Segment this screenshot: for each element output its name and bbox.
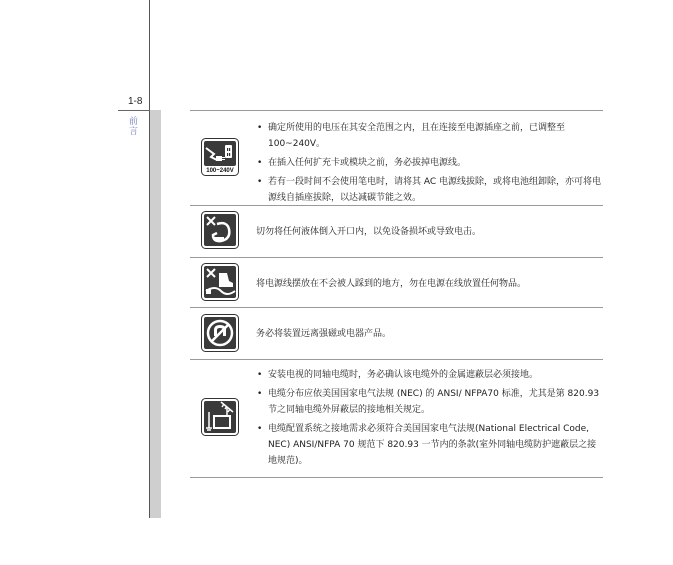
tv-antenna-ground-icon <box>201 398 239 436</box>
power-plug-voltage-icon <box>201 138 239 176</box>
page-number: 1-8 <box>128 96 143 107</box>
svg-text:100~240V: 100~240V <box>206 168 234 174</box>
table-rule <box>190 359 603 360</box>
no-step-on-cord-icon <box>201 263 239 301</box>
section-label: 前言 <box>129 117 139 137</box>
page-number-rule <box>118 110 150 111</box>
sidebar-strip <box>150 110 161 518</box>
row-text: 将电源线摆放在不会被人踩到的地方，勿在电源在线放置任何物品。 <box>256 279 527 289</box>
list-item: • 确定所使用的电压在其安全范围之内，且在连接至电源插座之前，已调整至 100~240V。 <box>256 120 601 152</box>
table-rule <box>190 307 603 308</box>
list-item: • 电缆分布应依美国国家电气法规 (NEC) 的 ANSI/ NFPA70 标准，尤其是第 820.93 节之同轴电缆外屏蔽层的接地相关规定。 <box>256 386 601 418</box>
table-rule <box>190 257 603 258</box>
no-liquid-icon <box>201 211 239 249</box>
list-item: • 若有一段时间不会使用笔电时，请将其 AC 电源线拔除，或将电池组卸除，亦可将电源线自插座拔除，以达减碳节能之效。 <box>256 174 601 206</box>
no-magnetic-icon <box>201 314 239 352</box>
list-item: • 安装电视的同轴电缆时，务必确认该电缆外的金属遮蔽层必须接地。 <box>256 367 601 383</box>
table-rule-top <box>190 110 603 111</box>
row-text: 切勿将任何液体倒入开口内，以免设备损坏或导致电击。 <box>256 227 482 237</box>
table-rule-bottom <box>190 477 603 478</box>
row-text: 务必将装置远离强磁或电器产品。 <box>256 329 392 339</box>
list-item: • 电缆配置系统之接地需求必须符合美国国家电气法规(National Electrical Code, NEC) ANSI/NFPA 70 规范下 820.93 一节内的条款(室外同轴电缆防护遮蔽层之接地规范)。 <box>256 421 601 469</box>
list-item: • 在插入任何扩充卡或模块之前，务必拔掉电源线。 <box>256 155 601 171</box>
